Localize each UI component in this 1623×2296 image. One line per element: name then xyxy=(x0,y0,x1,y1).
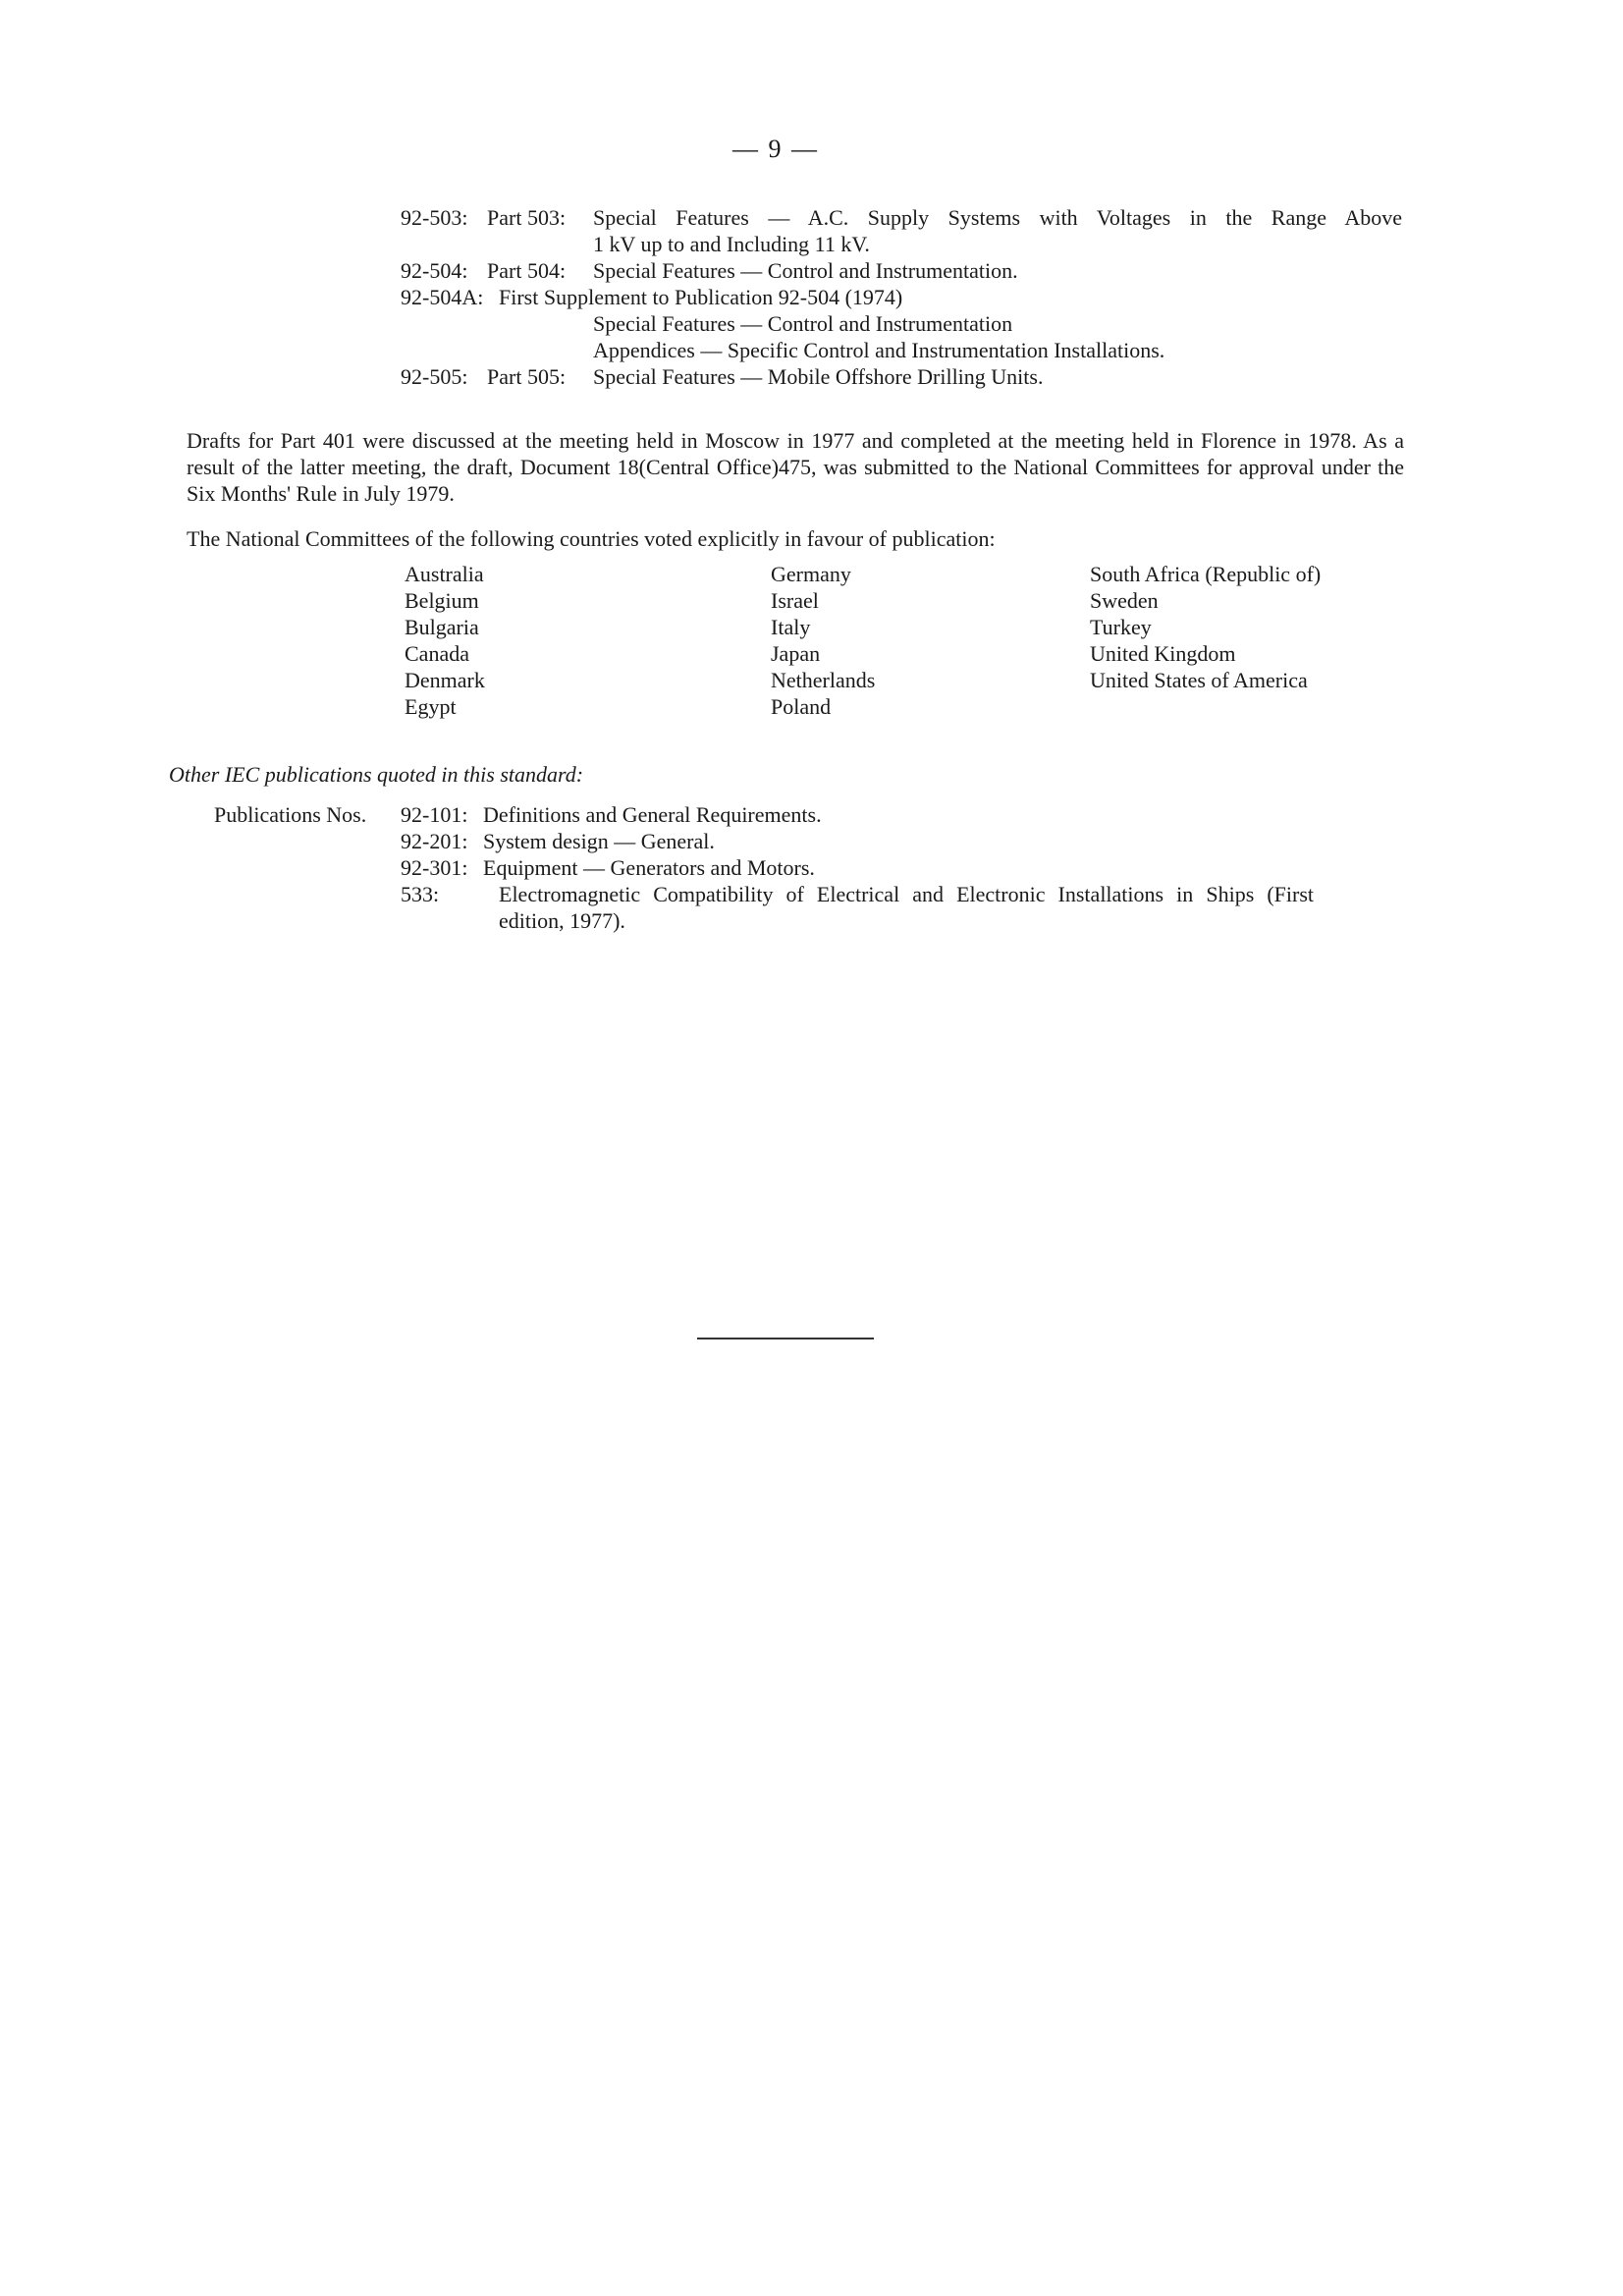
committees-intro: The National Committees of the following countries voted explicitly in favour of publication: xyxy=(187,526,996,551)
country-name: Poland xyxy=(771,694,832,719)
country-name: Egypt xyxy=(405,694,457,719)
publication-description: Definitions and General Requirements. xyxy=(483,802,822,827)
drafts-paragraph: Drafts for Part 401 were discussed at the meeting held in Moscow in 1977 and completed at the meeting held in Florence in 1978. As a result of the latter meeting, the draft, Document 18(Central Office)475, was submitted to the National Committees for approval under the Six Months' Rule in July 1979. xyxy=(187,428,1404,506)
publication-code: 92-201: xyxy=(401,829,468,853)
part-code: 92-504: xyxy=(401,258,468,283)
part-row-505 xyxy=(401,363,1402,390)
part-label: Part 504: xyxy=(487,258,567,283)
part-description-line: Special Features — Control and Instrumentation xyxy=(593,311,1013,336)
part-description-line: Special Features — A.C. Supply Systems with Voltages in the Range Above xyxy=(593,205,1402,230)
end-rule xyxy=(697,1338,874,1339)
publication-code: 533: xyxy=(401,882,440,906)
country-name: United Kingdom xyxy=(1090,641,1236,666)
part-description xyxy=(593,204,1402,257)
country-name: Netherlands xyxy=(771,668,876,692)
country-column-2 xyxy=(771,561,875,720)
country-name: Turkey xyxy=(1090,615,1152,639)
part-label: Part 503: xyxy=(487,205,567,230)
part-description-line: Special Features — Mobile Offshore Drilling Units. xyxy=(593,364,1044,389)
part-code: 92-504A: xyxy=(401,285,484,309)
country-name: Belgium xyxy=(405,588,479,613)
country-column-1 xyxy=(405,561,485,720)
publication-description: Equipment — Generators and Motors. xyxy=(483,855,815,880)
publication-row xyxy=(214,854,1314,881)
parts-list xyxy=(401,204,1402,390)
part-description xyxy=(593,257,1402,284)
publications-prefix: Publications Nos. xyxy=(214,802,367,827)
part-description-line: First Supplement to Publication 92-504 (1974) xyxy=(499,285,903,309)
publication-row xyxy=(214,801,1314,828)
part-description xyxy=(401,284,1402,363)
publication-code: 92-101: xyxy=(401,802,468,827)
part-label: Part 505: xyxy=(487,364,567,389)
country-name: Sweden xyxy=(1090,588,1159,613)
publication-row xyxy=(214,881,1314,934)
country-name: Israel xyxy=(771,588,819,613)
part-code: 92-505: xyxy=(401,364,468,389)
country-column-3 xyxy=(1090,561,1321,693)
page-number: — 9 — xyxy=(732,135,819,163)
country-name: Italy xyxy=(771,615,811,639)
other-publications-heading: Other IEC publications quoted in this standard: xyxy=(169,762,584,787)
country-list xyxy=(405,561,1386,728)
country-name: Canada xyxy=(405,641,469,666)
part-row-504a xyxy=(401,284,1402,363)
country-name: United States of America xyxy=(1090,668,1308,692)
country-name: Germany xyxy=(771,562,851,586)
publication-description: Electromagnetic Compatibility of Electrical and Electronic Installations in Ships (First edition, 1977). xyxy=(499,882,1314,933)
country-name: Japan xyxy=(771,641,821,666)
publication-row xyxy=(214,828,1314,854)
part-description-line: Appendices — Specific Control and Instrumentation Installations. xyxy=(593,338,1165,362)
country-name: Denmark xyxy=(405,668,485,692)
part-description xyxy=(593,363,1402,390)
country-name: South Africa (Republic of) xyxy=(1090,562,1322,586)
part-code: 92-503: xyxy=(401,205,468,230)
country-name: Bulgaria xyxy=(405,615,479,639)
publications-list xyxy=(214,801,1314,934)
publication-description: System design — General. xyxy=(483,829,715,853)
part-row-504 xyxy=(401,257,1402,284)
part-row-503 xyxy=(401,204,1402,257)
country-name: Australia xyxy=(405,562,484,586)
publication-code: 92-301: xyxy=(401,855,468,880)
part-description-line: Special Features — Control and Instrumentation. xyxy=(593,258,1018,283)
part-description-line: 1 kV up to and Including 11 kV. xyxy=(593,232,870,256)
